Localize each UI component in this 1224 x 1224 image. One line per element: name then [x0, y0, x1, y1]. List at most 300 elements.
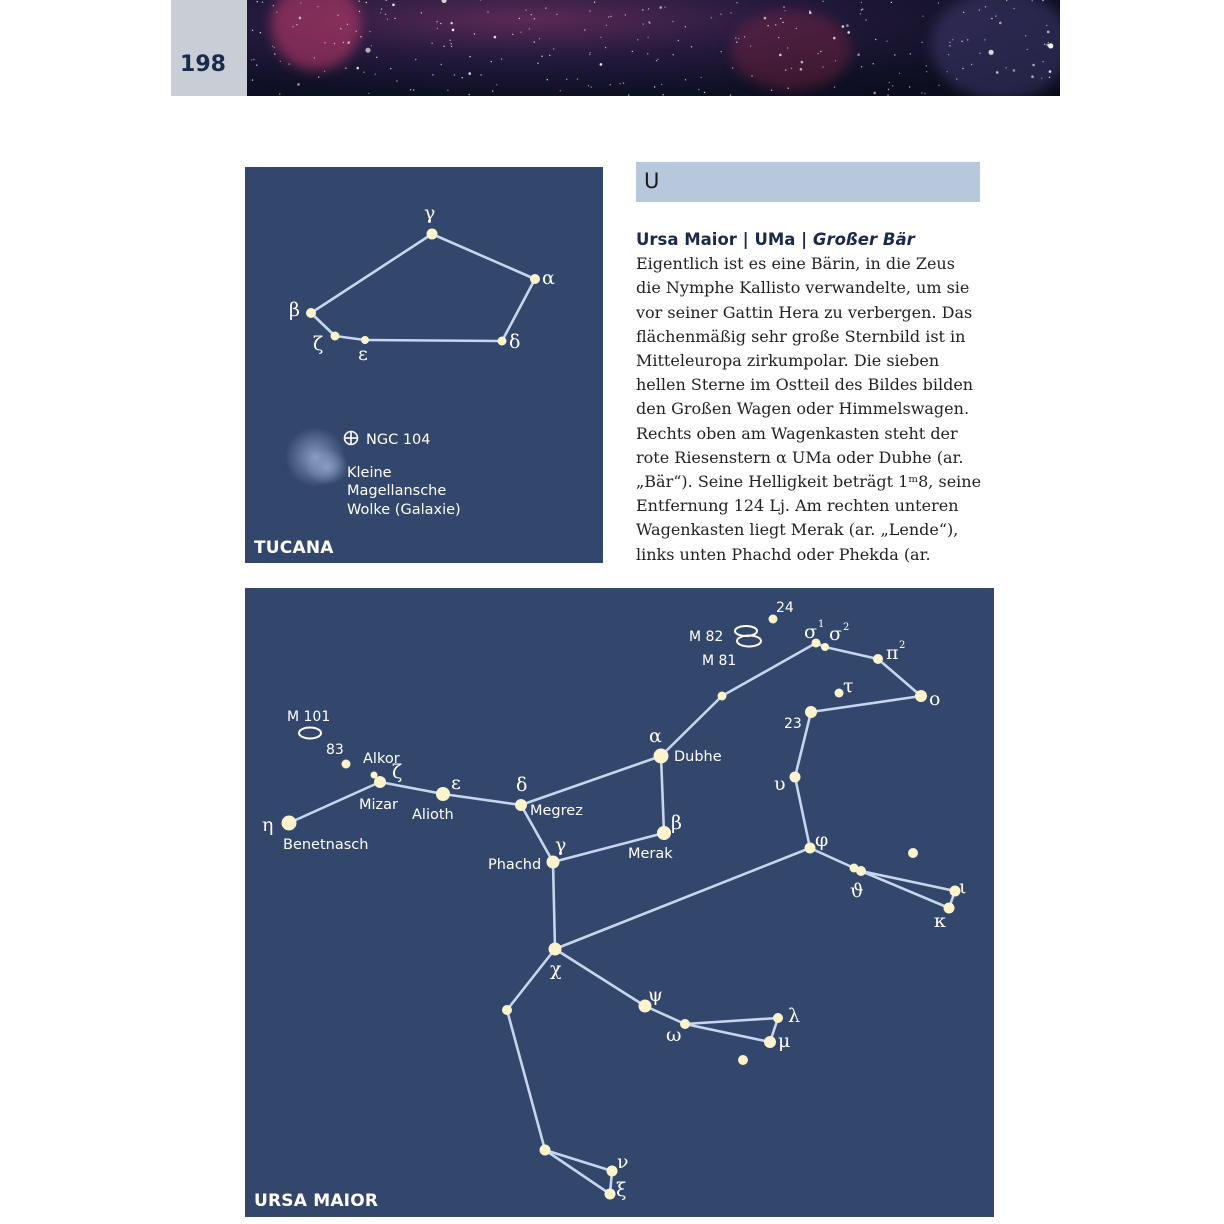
banner-star	[324, 71, 325, 72]
star-label-omega: ω	[666, 1024, 682, 1046]
banner-star	[451, 43, 452, 44]
constellation-line	[661, 756, 664, 833]
banner-star	[875, 39, 876, 40]
banner-star	[685, 26, 686, 27]
banner-star	[560, 90, 561, 91]
banner-star	[541, 56, 542, 57]
banner-star	[857, 53, 860, 56]
star-label-zeta: ζ	[313, 333, 324, 355]
banner-star	[649, 22, 650, 23]
banner-star	[657, 59, 658, 60]
star	[342, 760, 351, 769]
star	[773, 1013, 783, 1023]
star	[605, 1189, 616, 1200]
banner-star	[256, 65, 257, 66]
banner-star	[862, 9, 863, 10]
phachd-label: Phachd	[488, 857, 542, 873]
banner-star	[589, 54, 590, 55]
banner-star	[735, 37, 736, 38]
banner-star	[279, 93, 280, 94]
banner-star	[469, 94, 470, 95]
banner-star	[1005, 67, 1006, 68]
banner-star	[545, 7, 546, 8]
banner-star	[817, 53, 818, 54]
banner-star	[300, 2, 301, 3]
star	[654, 749, 669, 764]
constellation-line	[545, 1150, 610, 1194]
banner-star	[296, 24, 297, 25]
entry-line: Wagenkasten liegt Merak (ar. „Lende“),	[636, 520, 959, 540]
banner-star	[392, 4, 395, 7]
star	[718, 692, 727, 701]
star-label-lambda: λ	[788, 1005, 801, 1027]
banner-star	[750, 45, 751, 46]
banner-star	[800, 68, 803, 71]
banner-star	[842, 25, 845, 28]
banner-star	[443, 46, 444, 47]
banner-star	[971, 64, 972, 65]
small-magellanic-cloud-glow	[305, 449, 349, 485]
banner-star	[1049, 77, 1050, 78]
banner-star	[948, 54, 949, 55]
constellation-line	[878, 659, 921, 696]
banner-star	[791, 68, 792, 69]
banner-star	[963, 12, 964, 13]
banner-star	[345, 68, 346, 69]
alioth-label: Alioth	[412, 807, 454, 823]
banner-star	[356, 31, 357, 32]
banner-star	[685, 79, 686, 80]
banner-star	[487, 11, 488, 12]
entry-line: „Bär“). Seine Helligkeit beträgt 1ᵐ8, seine	[636, 472, 982, 492]
banner-star	[1013, 8, 1014, 9]
banner-star	[961, 41, 962, 42]
star	[790, 772, 801, 783]
banner-star	[910, 53, 911, 54]
banner-star	[938, 2, 939, 3]
banner-star	[771, 90, 772, 91]
banner-star	[736, 2, 737, 3]
banner-star	[704, 92, 705, 93]
banner-star	[272, 46, 273, 47]
star-label-chi: χ	[550, 958, 562, 980]
galaxy-m81-icon	[737, 636, 761, 647]
banner-star	[410, 89, 411, 90]
star	[436, 787, 450, 801]
tucana-lines	[311, 234, 535, 341]
banner-star	[454, 74, 455, 75]
banner-star	[469, 56, 470, 57]
entry-german-name: Großer Bär	[812, 230, 915, 249]
banner-star	[386, 0, 387, 1]
banner-star	[447, 90, 448, 91]
mizar-label: Mizar	[359, 797, 398, 813]
banner-star	[822, 66, 823, 67]
banner-star	[381, 8, 382, 9]
entry-line: Eigentlich ist es eine Bärin, in die Zeus	[636, 254, 955, 274]
banner-star	[340, 28, 341, 29]
banner-star	[1044, 44, 1045, 45]
banner-star	[801, 61, 804, 64]
banner-star	[861, 2, 862, 3]
m82-label: M 82	[689, 629, 724, 645]
star-label-gamma: γ	[424, 202, 436, 224]
banner-star	[317, 6, 318, 7]
constellation-line	[432, 234, 535, 279]
banner-star	[474, 33, 475, 34]
banner-star	[833, 37, 836, 40]
banner-star	[356, 67, 359, 70]
banner-star	[984, 39, 985, 40]
banner-star	[1041, 78, 1042, 79]
star-label-nu: ν	[617, 1151, 629, 1173]
banner-star	[967, 39, 968, 40]
banner-star	[394, 18, 395, 19]
entry-line: vor seiner Gattin Hera zu verbergen. Das	[636, 302, 973, 322]
banner-star	[698, 89, 699, 90]
constellation-line	[861, 871, 955, 891]
banner-star	[730, 12, 731, 13]
star-label-zeta: ζ	[392, 761, 403, 783]
m101-label: M 101	[287, 709, 331, 725]
banner-star	[809, 11, 810, 12]
banner-star	[1048, 43, 1053, 48]
star	[764, 1036, 776, 1048]
banner-star	[534, 18, 535, 19]
entry-heading	[636, 228, 996, 252]
banner-star	[415, 59, 416, 60]
banner-star	[539, 38, 540, 39]
banner-star	[783, 6, 784, 7]
constellation-line	[311, 234, 432, 313]
banner-star	[590, 52, 591, 53]
banner-star	[276, 12, 277, 13]
banner-star	[441, 64, 442, 65]
banner-star	[260, 32, 261, 33]
star	[427, 229, 438, 240]
constellation-line	[507, 1010, 545, 1150]
star	[547, 856, 560, 869]
banner-star	[347, 41, 350, 44]
banner-star	[946, 71, 947, 72]
banner-star	[1027, 49, 1028, 50]
banner-star	[360, 36, 361, 37]
banner-star	[251, 59, 252, 60]
section-letter-bar	[636, 162, 980, 202]
banner-star	[324, 42, 325, 43]
banner-star	[662, 94, 663, 95]
banner-star	[318, 76, 319, 77]
banner-star	[661, 84, 662, 85]
banner-star	[529, 28, 530, 29]
banner-star	[608, 16, 609, 17]
star-label-alpha: α	[649, 725, 662, 747]
banner-star	[985, 6, 986, 7]
constellation-line	[685, 1018, 778, 1024]
banner-star	[468, 72, 471, 75]
constellation-line	[825, 647, 878, 659]
banner-star	[437, 28, 438, 29]
banner-star	[996, 71, 999, 74]
star	[915, 690, 927, 702]
constellation-line	[555, 949, 645, 1006]
banner-star	[594, 2, 595, 3]
banner-star	[452, 29, 455, 32]
banner-star	[1032, 0, 1033, 1]
banner-star	[375, 74, 376, 75]
banner-star	[782, 22, 783, 23]
banner-star	[496, 84, 497, 85]
banner-star	[368, 93, 369, 94]
banner-star	[659, 6, 662, 9]
star-label-omicron: ο	[929, 688, 941, 710]
banner-star	[952, 39, 953, 40]
constellation-line	[507, 949, 555, 1010]
star	[331, 332, 340, 341]
dubhe-label: Dubhe	[674, 749, 722, 765]
star-label-mu: μ	[778, 1030, 791, 1052]
banner-star	[962, 68, 963, 69]
banner-star	[654, 86, 655, 87]
banner-star	[921, 92, 922, 93]
banner-star	[252, 79, 253, 80]
banner-star	[534, 41, 535, 42]
banner-star	[480, 0, 481, 1]
banner-star	[1032, 64, 1035, 67]
banner-star	[1048, 42, 1049, 43]
banner-star	[691, 46, 692, 47]
banner-star	[822, 1, 823, 2]
banner-star	[673, 54, 674, 55]
banner-star	[390, 68, 391, 69]
star	[306, 308, 316, 318]
banner-star	[809, 12, 812, 15]
star-label-tau: τ	[843, 675, 854, 697]
banner-star	[648, 8, 649, 9]
star-label-sigma2: σ	[829, 623, 842, 645]
banner-star	[678, 40, 679, 41]
banner-star	[600, 37, 601, 38]
star	[821, 643, 829, 651]
constellation-line	[811, 696, 921, 712]
banner-star	[891, 2, 892, 3]
benetnasch-label: Benetnasch	[283, 837, 369, 853]
banner-star	[796, 28, 797, 29]
banner-star	[450, 22, 453, 25]
banner-star	[273, 5, 274, 6]
constellation-line	[810, 848, 854, 868]
banner-star	[656, 60, 657, 61]
superscript-pi-2: 2	[899, 640, 906, 651]
constellation-line	[645, 1006, 685, 1024]
star-label-23: 23	[784, 716, 802, 732]
banner-star	[1049, 70, 1052, 73]
banner-star	[1047, 44, 1050, 47]
constellation-line	[555, 848, 810, 949]
constellation-line	[553, 862, 555, 949]
banner-star	[847, 31, 850, 34]
banner-star	[846, 24, 849, 27]
banner-star	[835, 60, 836, 61]
m81-label: M 81	[702, 653, 737, 669]
banner-star	[664, 7, 665, 8]
banner-star	[949, 42, 950, 43]
section-letter: U	[644, 169, 660, 193]
banner-star	[865, 19, 866, 20]
banner-star	[860, 13, 861, 14]
banner-star	[1047, 31, 1050, 34]
ursa-maior-lines	[289, 643, 955, 1194]
banner-star	[643, 23, 644, 24]
constellation-line	[365, 340, 502, 341]
banner-star	[566, 79, 567, 80]
banner-star	[440, 23, 441, 24]
star-label-beta: β	[289, 299, 300, 321]
entry-line: Entfernung 124 Lj. Am rechten unteren	[636, 496, 959, 516]
banner-star	[1025, 35, 1026, 36]
banner-star	[775, 24, 776, 25]
banner-star	[531, 14, 532, 15]
star	[282, 816, 297, 831]
star	[498, 337, 507, 346]
banner-star	[995, 15, 996, 16]
banner-star	[730, 95, 731, 96]
star	[805, 843, 816, 854]
banner-star	[359, 1, 360, 2]
banner-star	[938, 85, 939, 86]
star-label-delta: δ	[516, 774, 528, 796]
banner-star	[887, 95, 888, 96]
banner-star	[253, 59, 254, 60]
constellation-line	[661, 696, 722, 756]
banner-star	[610, 16, 611, 17]
star	[856, 866, 866, 876]
star-label-beta: β	[671, 812, 682, 834]
star-label-24: 24	[776, 600, 794, 616]
banner-star	[525, 9, 526, 10]
page-number-tab	[171, 0, 247, 96]
constellation-line	[380, 782, 443, 794]
banner-star	[873, 92, 876, 95]
banner-star	[385, 14, 386, 15]
entry-name: Ursa Maior	[636, 230, 737, 249]
banner-star	[711, 17, 712, 18]
banner-star	[764, 17, 767, 20]
banner-star	[899, 73, 900, 74]
banner-star	[672, 21, 673, 22]
banner-star	[956, 78, 957, 79]
banner-star	[637, 39, 638, 40]
star	[540, 1145, 551, 1156]
banner-star	[363, 72, 364, 73]
banner-star	[520, 32, 521, 33]
star	[502, 1005, 512, 1015]
banner-star	[738, 38, 739, 39]
entry-abbreviation: UMa	[754, 230, 796, 249]
star	[371, 772, 378, 779]
banner-star	[589, 10, 590, 11]
banner-star	[989, 50, 994, 55]
star	[530, 274, 540, 284]
superscript-2: 2	[843, 622, 850, 633]
constellation-line	[443, 794, 521, 805]
banner-star	[861, 9, 862, 10]
banner-star	[979, 9, 980, 10]
banner-star	[1013, 69, 1016, 72]
ursa-maior-stars	[282, 615, 961, 1200]
banner-star	[720, 14, 721, 15]
banner-star	[820, 51, 821, 52]
star-label-delta: δ	[509, 331, 521, 353]
banner-star	[767, 25, 768, 26]
banner-star	[288, 63, 289, 64]
banner-star	[359, 11, 360, 12]
banner-star	[299, 17, 302, 20]
star	[549, 943, 562, 956]
banner-star	[387, 19, 388, 20]
banner-star	[642, 9, 643, 10]
entry-line: den Großen Wagen oder Himmelswagen.	[636, 399, 970, 419]
banner-star	[600, 63, 603, 66]
banner-star	[519, 18, 520, 19]
banner-star	[628, 94, 629, 95]
banner-star	[501, 58, 502, 59]
constellation-line	[685, 1024, 770, 1042]
banner-star	[451, 46, 452, 47]
star-label-83: 83	[326, 742, 344, 758]
banner-star	[1006, 0, 1007, 1]
banner-star	[785, 69, 786, 70]
banner-star	[549, 55, 550, 56]
banner-star	[780, 18, 781, 19]
banner-star	[909, 86, 910, 87]
galaxy-m101-icon	[299, 728, 321, 739]
banner-star	[436, 21, 437, 22]
constellation-line	[335, 336, 365, 340]
banner-star	[647, 37, 648, 38]
smc-label-line1: Kleine	[347, 465, 392, 481]
merak-label: Merak	[628, 846, 673, 862]
banner-star	[337, 15, 338, 16]
banner-star	[462, 77, 463, 78]
banner-star	[788, 88, 789, 89]
banner-star	[889, 82, 890, 83]
banner-star	[262, 2, 263, 3]
banner-star	[632, 51, 633, 52]
banner-star	[924, 93, 925, 94]
alkor-label: Alkor	[363, 751, 400, 767]
megrez-label: Megrez	[530, 803, 583, 819]
banner-star	[625, 14, 626, 15]
banner-star	[442, 0, 447, 3]
banner-star	[512, 34, 513, 35]
banner-star	[886, 41, 887, 42]
star	[680, 1019, 690, 1029]
star	[805, 706, 817, 718]
banner-star	[721, 51, 722, 52]
star-label-upsilon: υ	[774, 773, 786, 795]
banner-star	[861, 66, 862, 67]
banner-star	[606, 25, 607, 26]
entry-line: links unten Phachd oder Phekda (ar.	[636, 544, 931, 564]
constellation-line	[722, 643, 816, 696]
entry-line: flächenmäßig sehr große Sternbild ist in	[636, 326, 966, 346]
constellation-line	[861, 871, 949, 908]
banner-star	[1046, 25, 1047, 26]
banner-star	[334, 43, 335, 44]
banner-star	[1042, 0, 1043, 1]
star-label-alpha: α	[542, 267, 555, 289]
